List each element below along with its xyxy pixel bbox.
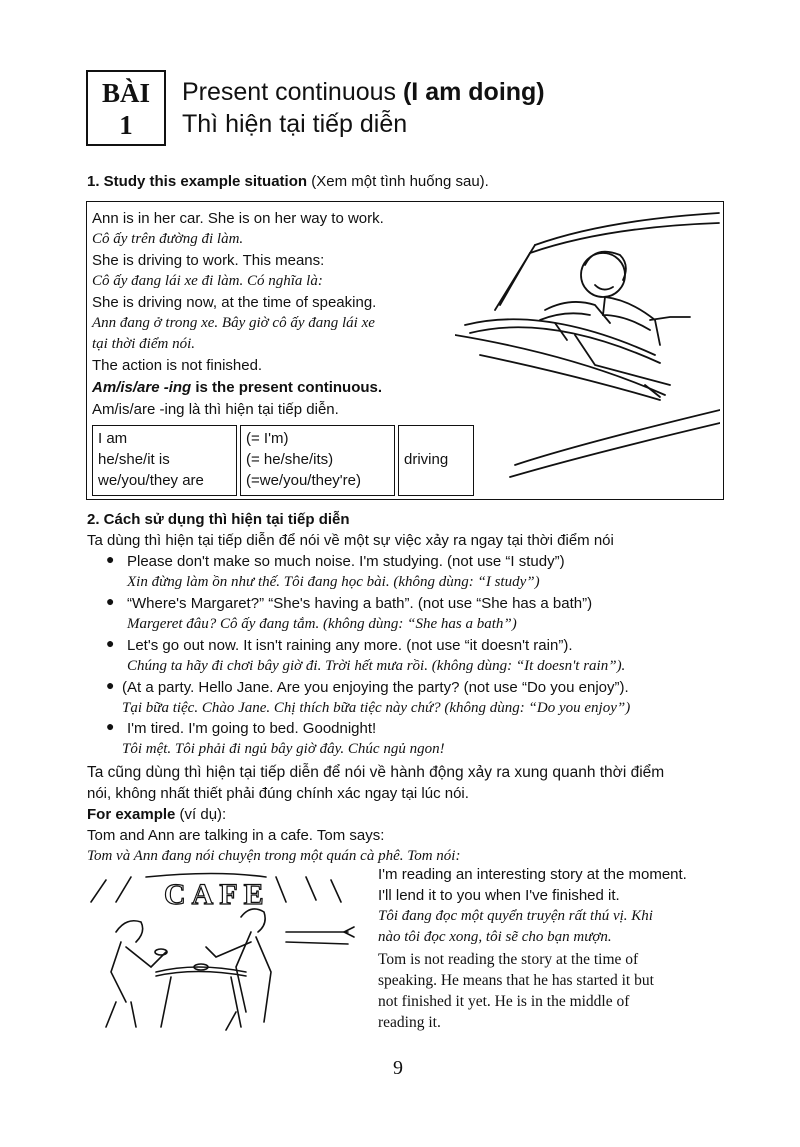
paragraph-line: Ta cũng dùng thì hiện tại tiếp diễn để nói về hành động xảy ra xung quanh thời điểm xyxy=(87,764,665,781)
for-example-label xyxy=(87,804,226,825)
table-contractions xyxy=(240,425,395,496)
for-example-bold: For example xyxy=(87,806,176,823)
example-line: The action is not finished. xyxy=(92,357,263,374)
example-line: Cô ấy trên đường đi làm. xyxy=(92,231,244,247)
example-line: Ann đang ở trong xe. Bây giờ cô ấy đang lái xe xyxy=(92,315,375,331)
explanation-line: not finished it yet. He is in the middle of xyxy=(378,993,630,1010)
quote-line-vi: nào tôi đọc xong, tôi sẽ cho bạn mượn. xyxy=(378,929,612,945)
cafe-conversation-illustration xyxy=(86,872,371,1032)
lesson-title-vi: Thì hiện tại tiếp diễn xyxy=(182,110,408,138)
lesson-number-box xyxy=(86,70,166,146)
example-sentence-vi: Tôi mệt. Tôi phải đi ngủ bây giờ đây. Chúc ngủ ngon! xyxy=(122,741,445,757)
section1-heading xyxy=(87,173,489,190)
rule-form: Am/is/are -ing xyxy=(92,379,192,396)
bullet-dot-icon: ● xyxy=(106,679,115,694)
table-cell: I am xyxy=(98,430,128,447)
explanation-line: reading it. xyxy=(378,1014,441,1031)
example-sentence-en: “Where's Margaret?” “She's having a bath”. (not use “She has a bath”) xyxy=(127,595,593,612)
rule-vi: Am/is/are -ing là thì hiện tại tiếp diễn. xyxy=(92,401,339,418)
table-verb: driving xyxy=(398,425,474,496)
section1-heading-rest: (Xem một tình huống sau). xyxy=(307,173,489,190)
example-sentence-en: (At a party. Hello Jane. Are you enjoying the party? (not use “Do you enjoy”). xyxy=(122,679,629,696)
table-cell: (=we/you/they're) xyxy=(246,472,361,489)
lesson-title-en xyxy=(182,78,545,107)
section2-intro: Ta dùng thì hiện tại tiếp diễn để nói về một sự việc xảy ra ngay tại thời điểm nói xyxy=(87,532,614,549)
woman-driving-car-illustration xyxy=(455,205,720,495)
paragraph-line: nói, không nhất thiết phải đúng chính xác ngay tại lúc nói. xyxy=(87,785,469,802)
example-line: tại thời điểm nói. xyxy=(92,336,196,352)
bullet-dot-icon: ● xyxy=(106,720,115,735)
explanation-line: Tom is not reading the story at the time of xyxy=(378,951,639,968)
example-line: Ann is in her car. She is on her way to work. xyxy=(92,210,384,227)
example-sentence-en: I'm tired. I'm going to bed. Goodnight! xyxy=(127,720,377,737)
table-cell: (= he/she/its) xyxy=(246,451,334,468)
table-cell: he/she/it is xyxy=(98,451,170,468)
bullet-dot-icon: ● xyxy=(106,637,115,652)
page-number: 9 xyxy=(393,1057,403,1079)
example-sentence-en: Please don't make so much noise. I'm studying. (not use “I study”) xyxy=(127,553,565,570)
example-line: Cô ấy đang lái xe đi làm. Có nghĩa là: xyxy=(92,273,323,289)
for-example-rest: (ví dụ): xyxy=(175,806,227,823)
quote-line-vi: Tôi đang đọc một quyển truyện rất thú vị. Khi xyxy=(378,908,653,924)
table-cell: we/you/they are xyxy=(98,472,204,489)
table-cell: (= I'm) xyxy=(246,430,289,447)
lesson-word: BÀI xyxy=(101,78,150,108)
title-en-bold: (I am doing) xyxy=(402,78,545,106)
table-subjects xyxy=(92,425,237,496)
rule-text: is the present continuous. xyxy=(191,379,383,396)
explanation-line: speaking. He means that he has started it but xyxy=(378,972,654,989)
example-sentence-vi: Chúng ta hãy đi chơi bây giờ đi. Trời hết mưa rồi. (không dùng: “It doesn't rain”). xyxy=(127,658,626,674)
cafe-situation-en: Tom and Ann are talking in a cafe. Tom says: xyxy=(87,827,385,844)
section2-heading: 2. Cách sử dụng thì hiện tại tiếp diễn xyxy=(87,511,350,528)
lesson-number: 1 xyxy=(119,110,133,140)
example-sentence-vi: Tại bữa tiệc. Chào Jane. Chị thích bữa tiệc này chứ? (không dùng: “Do you enjoy”) xyxy=(122,700,631,716)
bullet-dot-icon: ● xyxy=(106,553,115,568)
example-line: She is driving now, at the time of speaking. xyxy=(92,294,377,311)
present-continuous-rule xyxy=(92,377,382,398)
bullet-dot-icon: ● xyxy=(106,595,115,610)
quote-line-en: I'm reading an interesting story at the moment. xyxy=(378,866,687,883)
example-sentence-vi: Margeret đâu? Cô ấy đang tắm. (không dùng: “She has a bath”) xyxy=(127,616,517,632)
title-en-plain: Present continuous xyxy=(182,78,403,106)
example-sentence-en: Let's go out now. It isn't raining any more. (not use “it doesn't rain”). xyxy=(127,637,573,654)
quote-line-en: I'll lend it to you when I've finished it. xyxy=(378,887,620,904)
cafe-situation-vi: Tom và Ann đang nói chuyện trong một quán cà phê. Tom nói: xyxy=(87,848,461,864)
example-sentence-vi: Xin đừng làm ồn như thế. Tôi đang học bài. (không dùng: “I study”) xyxy=(127,574,540,590)
example-line: She is driving to work. This means: xyxy=(92,252,325,269)
section1-heading-bold: 1. Study this example situation xyxy=(87,173,308,190)
cafe-sign-text: CAFE xyxy=(164,878,270,911)
